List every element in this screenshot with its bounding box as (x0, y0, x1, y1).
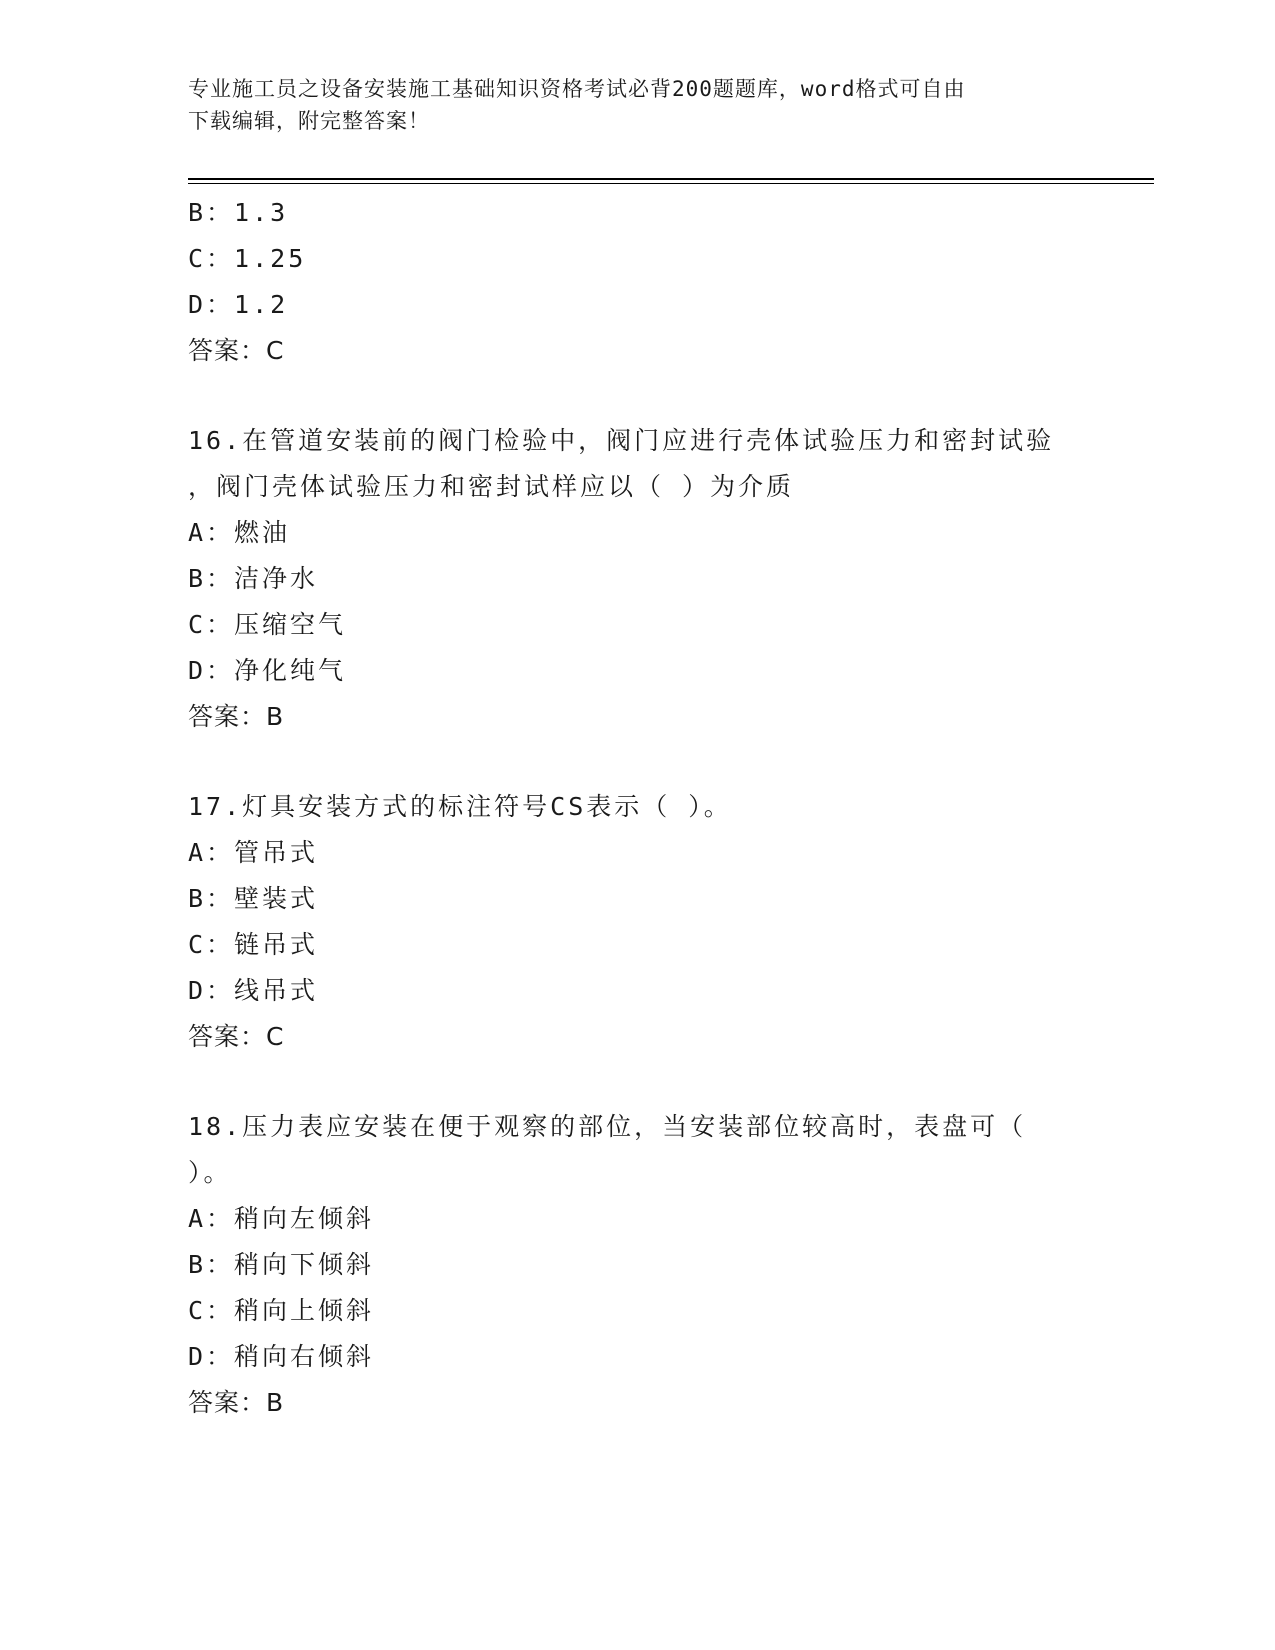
answer-label: 答案：C (188, 336, 285, 365)
question-stem-line-2: ）。 (188, 1158, 232, 1187)
option-c: C：1.25 (188, 244, 307, 273)
header-rule-thin (188, 183, 1154, 184)
question-17 (188, 784, 1078, 1060)
option-a: A：管吊式 (188, 838, 319, 867)
option-a: A：燃油 (188, 518, 291, 547)
option-b: B：洁净水 (188, 564, 319, 593)
option-d: D：1.2 (188, 290, 289, 319)
option-a: A：稍向左倾斜 (188, 1204, 375, 1233)
question-stem-line-1: 17.灯具安装方式的标注符号CS表示（ ）。 (188, 792, 732, 821)
option-c: C：稍向上倾斜 (188, 1296, 375, 1325)
option-b: B：稍向下倾斜 (188, 1250, 375, 1279)
answer-label: 答案：B (188, 702, 285, 731)
question-list (188, 190, 1078, 1426)
question-18 (188, 1104, 1078, 1426)
option-b: B：壁装式 (188, 884, 319, 913)
partial-question (188, 190, 1078, 374)
answer-label: 答案：B (188, 1388, 285, 1417)
spacer (188, 740, 1078, 784)
option-d: D：净化纯气 (188, 656, 347, 685)
option-c: C：压缩空气 (188, 610, 347, 639)
spacer (188, 1060, 1078, 1104)
document-header (188, 73, 1078, 137)
header-line-1: 专业施工员之设备安装施工基础知识资格考试必背200题题库，word格式可自由 (188, 77, 966, 101)
option-d: D：稍向右倾斜 (188, 1342, 375, 1371)
question-stem-line-1: 16.在管道安装前的阀门检验中，阀门应进行壳体试验压力和密封试验 (188, 426, 1055, 455)
question-stem-line-2: ，阀门壳体试验压力和密封试样应以（ ）为介质 (188, 472, 795, 501)
question-16 (188, 418, 1078, 740)
option-d: D：线吊式 (188, 976, 319, 1005)
spacer (188, 374, 1078, 418)
option-c: C：链吊式 (188, 930, 319, 959)
option-b: B：1.3 (188, 198, 289, 227)
answer-label: 答案：C (188, 1022, 285, 1051)
header-line-2: 下载编辑，附完整答案！ (188, 109, 430, 133)
question-stem-line-1: 18.压力表应安装在便于观察的部位，当安装部位较高时，表盘可（ (188, 1112, 1027, 1141)
header-rule-thick (188, 178, 1154, 180)
